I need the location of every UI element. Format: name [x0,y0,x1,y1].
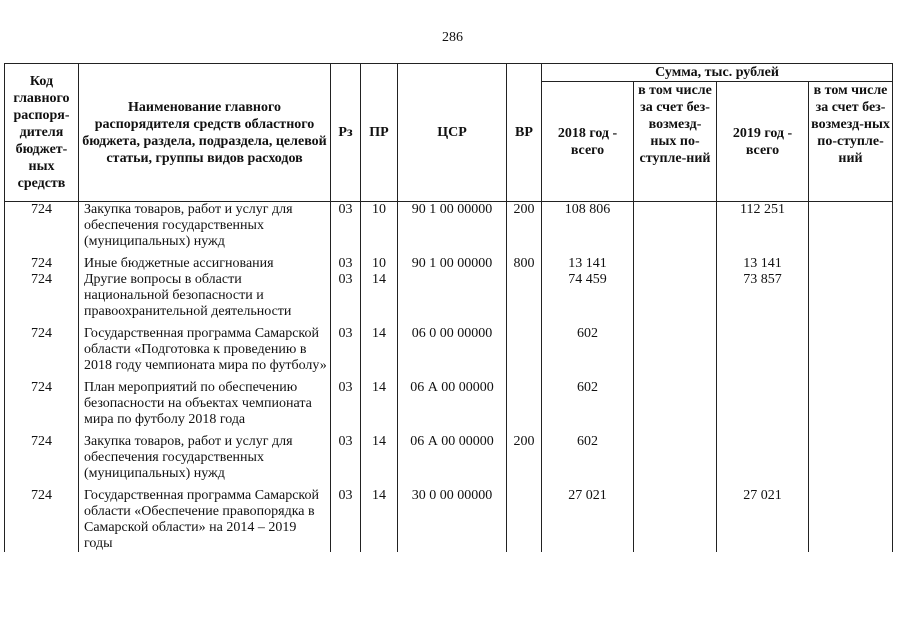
cell-csr: 30 0 00 00000 [398,488,507,552]
cell-2018-free [634,326,717,380]
cell-vr [507,272,542,326]
cell-rz: 03 [331,326,361,380]
cell-vr: 200 [507,434,542,488]
table-row [5,434,893,488]
header-code: Код главного распоря-дителя бюджет-ных средств [5,64,79,202]
cell-name: Закупка товаров, работ и услуг для обеспечения государственных (муниципальных) нужд [79,434,331,488]
table-row [5,256,893,272]
cell-2019-free [809,272,893,326]
cell-2018-free [634,272,717,326]
cell-csr [398,272,507,326]
cell-2018-free [634,202,717,257]
cell-2018-free [634,380,717,434]
cell-csr: 90 1 00 00000 [398,256,507,272]
cell-name: Государственная программа Самарской области «Обеспечение правопорядка в Самарской области» на 2014 – 2019 годы [79,488,331,552]
cell-rz: 03 [331,256,361,272]
cell-vr [507,380,542,434]
cell-2019-free [809,488,893,552]
header-pr: ПР [361,64,398,202]
cell-csr: 90 1 00 00000 [398,202,507,257]
cell-2018-free [634,488,717,552]
page-number: 286 [442,30,463,45]
cell-code: 724 [5,380,79,434]
cell-pr: 14 [361,380,398,434]
header-name: Наименование главного распорядителя средств областного бюджета, раздела, подраздела, целевой статьи, группы видов расходов [79,64,331,202]
cell-pr: 14 [361,488,398,552]
header-2018-total: 2018 год - всего [542,82,634,202]
cell-2019-free [809,202,893,257]
cell-pr: 14 [361,434,398,488]
cell-pr: 10 [361,256,398,272]
cell-csr: 06 А 00 00000 [398,380,507,434]
cell-rz: 03 [331,488,361,552]
cell-rz: 03 [331,272,361,326]
cell-2019-total: 13 141 [717,256,809,272]
header-csr: ЦСР [398,64,507,202]
cell-code: 724 [5,434,79,488]
cell-vr: 800 [507,256,542,272]
cell-code: 724 [5,326,79,380]
cell-code: 724 [5,202,79,257]
cell-2019-total: 27 021 [717,488,809,552]
cell-2019-free [809,380,893,434]
header-sum: Сумма, тыс. рублей [542,64,893,82]
header-2019-total: 2019 год - всего [717,82,809,202]
cell-name: Иные бюджетные ассигнования [79,256,331,272]
cell-2019-total: 73 857 [717,272,809,326]
cell-2018-total: 27 021 [542,488,634,552]
cell-2019-total [717,434,809,488]
cell-name: Закупка товаров, работ и услуг для обеспечения государственных (муниципальных) нужд [79,202,331,257]
cell-vr [507,326,542,380]
table-row [5,202,893,257]
cell-rz: 03 [331,434,361,488]
cell-2018-total: 602 [542,434,634,488]
cell-2018-total: 108 806 [542,202,634,257]
cell-2018-total: 74 459 [542,272,634,326]
cell-code: 724 [5,256,79,272]
cell-2018-total: 602 [542,380,634,434]
cell-name: Другие вопросы в области национальной безопасности и правоохранительной деятельности [79,272,331,326]
table-header [5,64,893,202]
cell-code: 724 [5,488,79,552]
cell-name: Государственная программа Самарской области «Подготовка к проведению в 2018 году чемпионата мира по футболу» [79,326,331,380]
cell-rz: 03 [331,202,361,257]
cell-rz: 03 [331,380,361,434]
cell-csr: 06 А 00 00000 [398,434,507,488]
cell-2019-total [717,326,809,380]
cell-2018-total: 13 141 [542,256,634,272]
cell-vr [507,488,542,552]
header-2018-free: в том числе за счет без-возмезд-ных по-ступле-ний [634,82,717,202]
cell-2018-total: 602 [542,326,634,380]
header-vr: ВР [507,64,542,202]
cell-2019-total: 112 251 [717,202,809,257]
table-row [5,326,893,380]
budget-table [4,63,893,552]
table-row [5,488,893,552]
cell-2019-free [809,326,893,380]
cell-2019-free [809,256,893,272]
table-row [5,380,893,434]
cell-2018-free [634,434,717,488]
table-row [5,272,893,326]
table-body [5,202,893,553]
cell-pr: 10 [361,202,398,257]
header-2019-free: в том числе за счет без-возмезд-ных по-ступле-ний [809,82,893,202]
cell-pr: 14 [361,272,398,326]
cell-pr: 14 [361,326,398,380]
cell-csr: 06 0 00 00000 [398,326,507,380]
cell-2018-free [634,256,717,272]
cell-code: 724 [5,272,79,326]
header-rz: Рз [331,64,361,202]
cell-2019-free [809,434,893,488]
cell-vr: 200 [507,202,542,257]
cell-name: План мероприятий по обеспечению безопасности на объектах чемпионата мира по футболу 2018 года [79,380,331,434]
cell-2019-total [717,380,809,434]
